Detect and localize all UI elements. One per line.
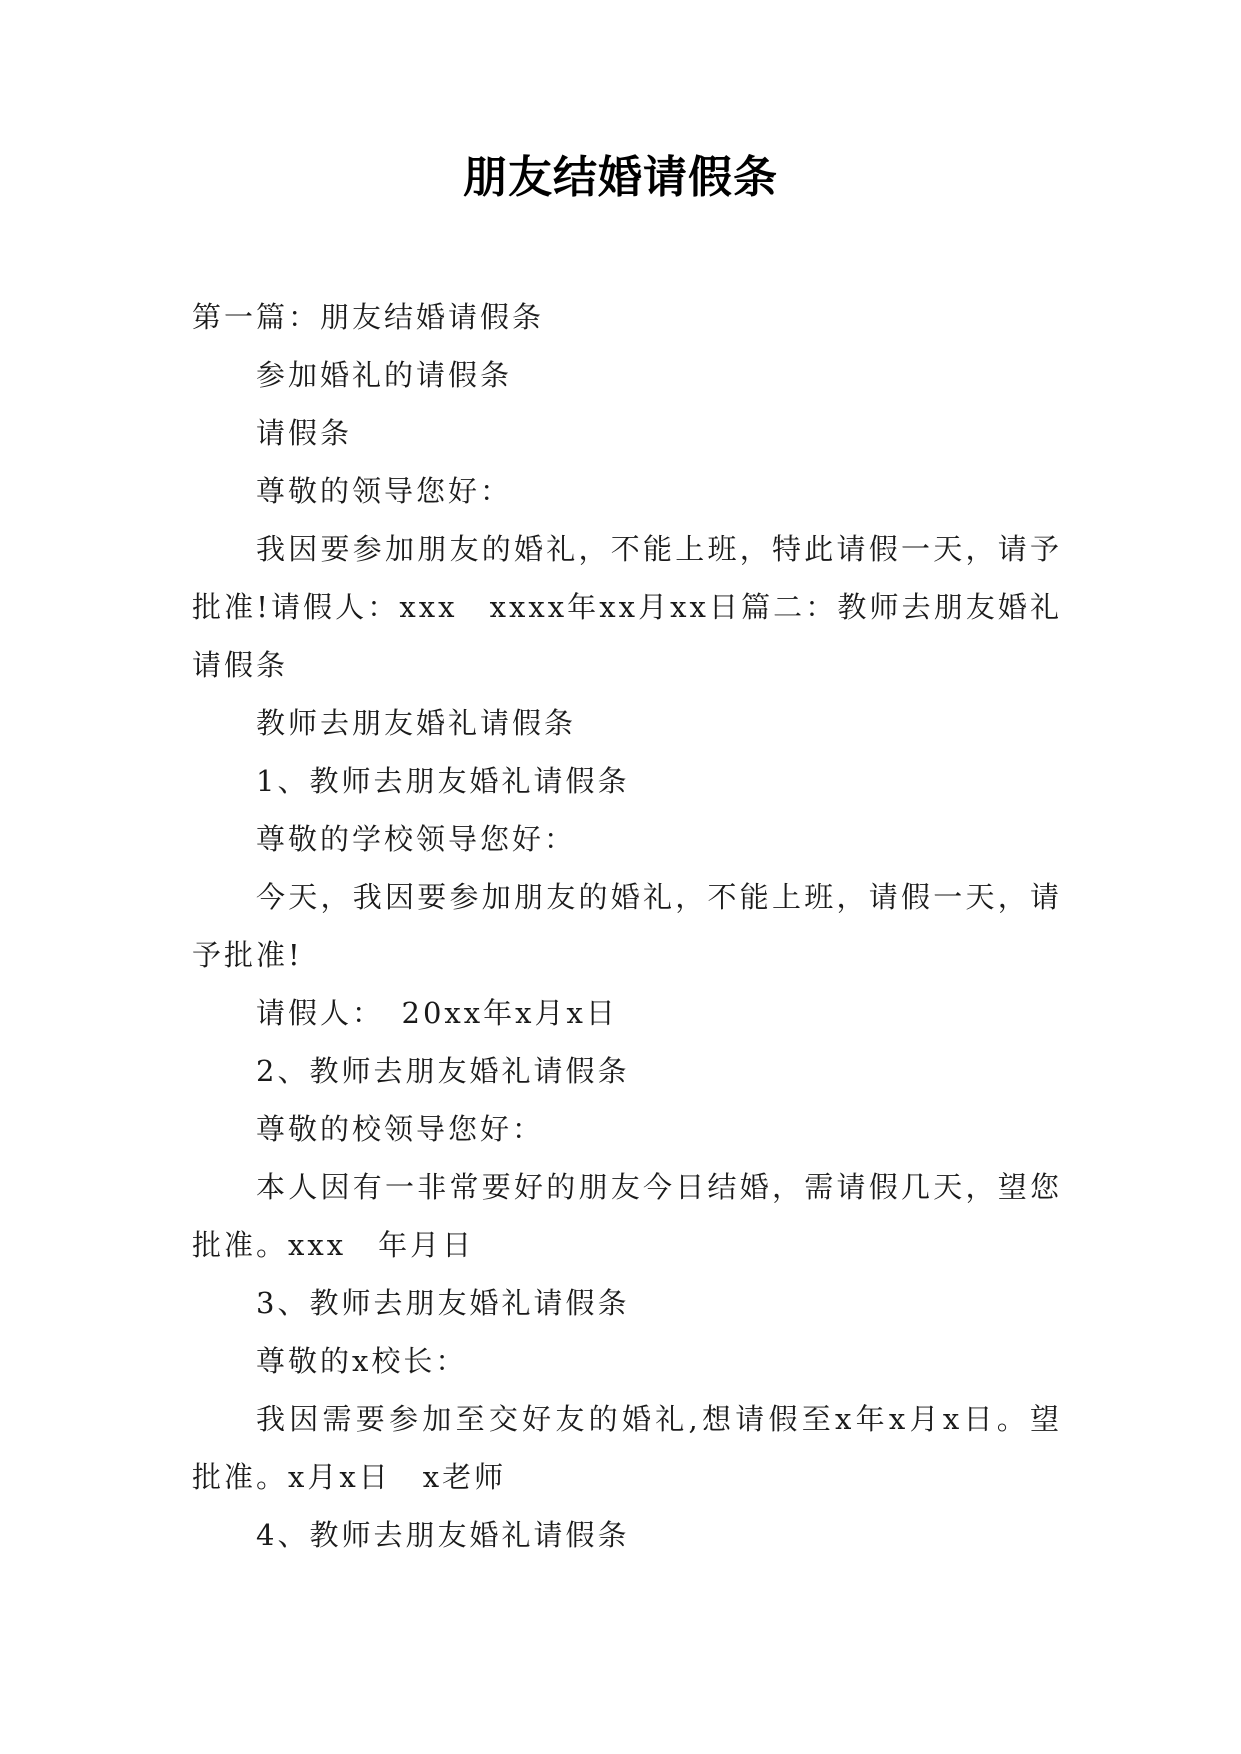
- salutation: 尊敬的领导您好：: [256, 474, 513, 508]
- section-heading: 第一篇：朋友结婚请假条: [192, 300, 545, 334]
- list-item-heading: 4、教师去朋友婚礼请假条: [256, 1518, 630, 1552]
- paragraph: 请假条: [256, 416, 353, 450]
- salutation: 尊敬的学校领导您好：: [256, 822, 577, 856]
- paragraph: 我因需要参加至交好友的婚礼,想请假至x年x月x日。望批准。x月x日 x老师: [192, 1402, 1062, 1494]
- list-item-heading: 3、教师去朋友婚礼请假条: [256, 1286, 630, 1320]
- salutation: 尊敬的校领导您好：: [256, 1112, 545, 1146]
- document-title: 朋友结婚请假条: [463, 152, 778, 203]
- signature-line: 请假人： 20xx年x月x日: [256, 996, 618, 1030]
- paragraph: 参加婚礼的请假条: [256, 358, 513, 392]
- paragraph: 我因要参加朋友的婚礼，不能上班，特此请假一天，请予批准!请假人：xxx xxxx年xx月xx日篇二：教师去朋友婚礼请假条: [192, 532, 1062, 682]
- paragraph: 今天，我因要参加朋友的婚礼，不能上班，请假一天，请予批准!: [192, 880, 1062, 972]
- salutation: 尊敬的x校长：: [256, 1344, 468, 1378]
- document-body: [192, 288, 1062, 1564]
- paragraph: 教师去朋友婚礼请假条: [256, 706, 577, 740]
- paragraph: 本人因有一非常要好的朋友今日结婚，需请假几天，望您批准。xxx 年月日: [192, 1170, 1062, 1262]
- list-item-heading: 2、教师去朋友婚礼请假条: [256, 1054, 630, 1088]
- list-item-heading: 1、教师去朋友婚礼请假条: [256, 764, 630, 798]
